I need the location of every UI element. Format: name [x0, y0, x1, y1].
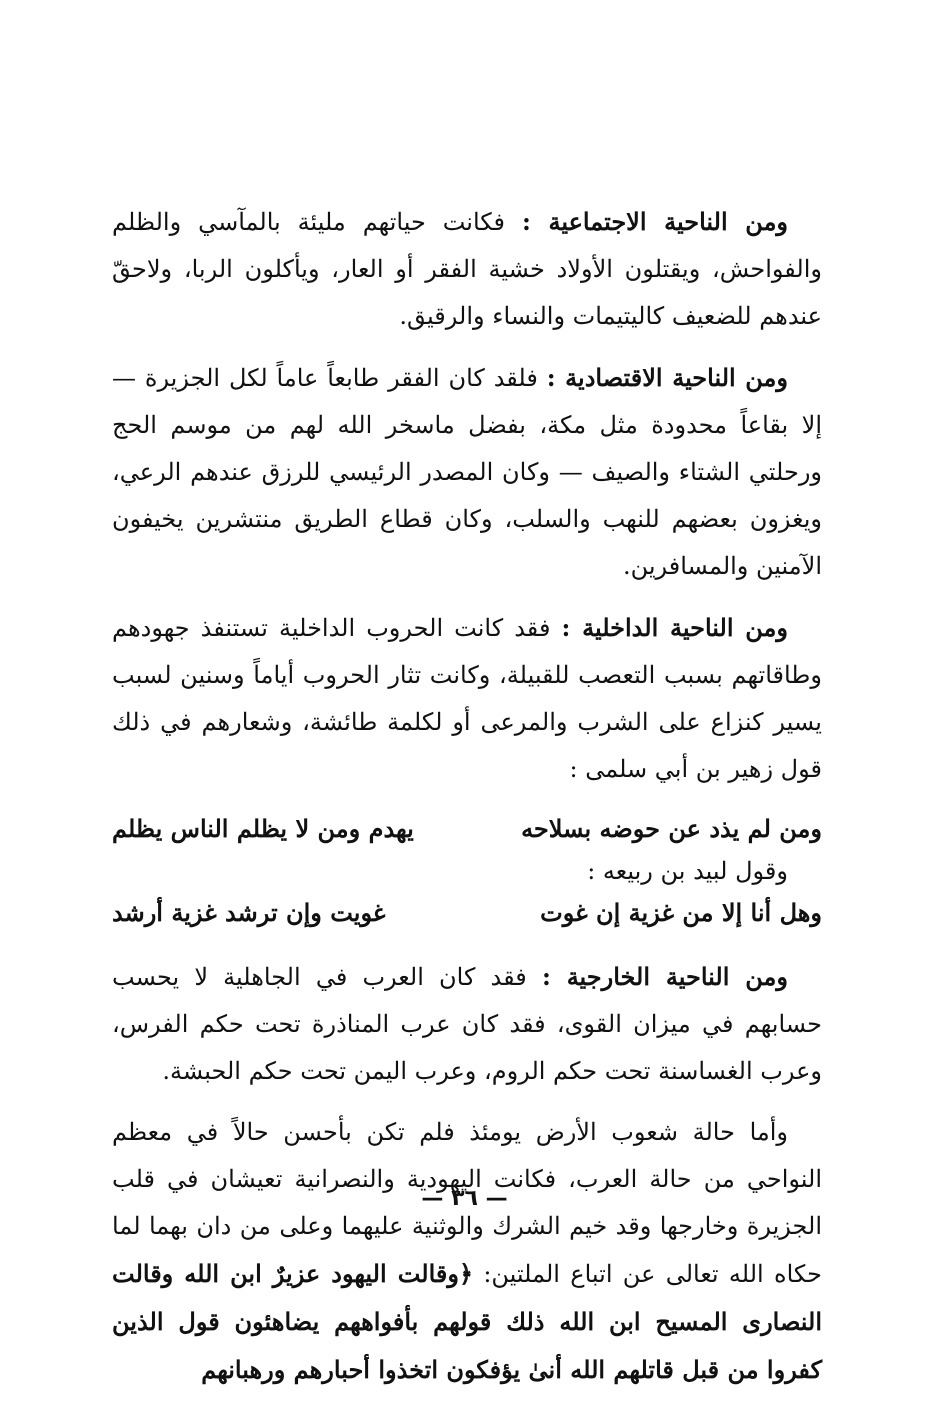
peoples-paragraph — [112, 1109, 822, 1394]
external-heading: ومن الناحية الخارجية : — [541, 962, 788, 991]
verse-labid-intro: وقول لبيد بن ربيعه : — [587, 857, 788, 885]
internal-paragraph — [112, 604, 822, 793]
verse-labid — [112, 891, 822, 935]
verse-labid-first-hemistich: وهل أنا إلا من غزية إن غوت — [540, 898, 822, 927]
external-paragraph — [112, 953, 822, 1095]
economic-text: فلقد كان الفقر طابعاً عاماً لكل الجزيرة — إلا بقاعاً محدودة مثل مكة، بفضل ماسخر الله لهم من موسم الحج ورحلتي الشتاء والصيف — وكان المصدر الرئيسي للرزق عندهم الرعي، ويغزون بعضهم للنهب والسلب، وكان قطاع الطريق منتشرين يخيفون الآمنين والمسافرين. — [112, 364, 822, 580]
external-text: فقد كان العرب في الجاهلية لا يحسب حسابهم في ميزان القوى، فقد كان عرب المناذرة تحت حكم الفرس، وعرب الغساسنة تحت حكم الروم، وعرب اليمن تحت حكم الحبشة. — [112, 963, 822, 1085]
page-body — [112, 198, 822, 1408]
verse-zuhair-first-hemistich: ومن لم يذد عن حوضه بسلاحه — [521, 814, 822, 843]
verse-labid-second-hemistich: غويت وإن ترشد غزية أرشد — [112, 898, 386, 927]
economic-paragraph — [112, 354, 822, 590]
social-text: فكانت حياتهم مليئة بالمآسي والظلم والفواحش، ويقتلون الأولاد خشية الفقر أو العار، ويأكلون الربا، ولاحقّ عندهم للضعيف كاليتيمات والنساء والرقيق. — [112, 208, 822, 330]
internal-text: فقد كانت الحروب الداخلية تستنفذ جهودهم وطاقاتهم بسبب التعصب للقبيلة، وكانت تثار الحروب أياماً وسنين لسبب يسير كنزاع على الشرب والمرعى أو لكلمة طائشة، وشعارهم في ذلك قول زهير بن أبي سلمى : — [112, 614, 822, 783]
social-paragraph — [112, 198, 822, 340]
quran-quote: ﴿وقالت اليهود عزيرٌ ابن الله وقالت النصارى المسيح ابن الله ذلك قولهم بأفواههم يضاهئون قول الذين كفروا من قبل قاتلهم الله أنىٰ يؤفكون اتخذوا أحبارهم ورهبانهم — [112, 1259, 822, 1384]
economic-heading: ومن الناحية الاقتصادية : — [546, 363, 788, 392]
peoples-text: وأما حالة شعوب الأرض يومئذ فلم تكن بأحسن حالاً في معظم النواحي من حالة العرب، فكانت اليهودية والنصرانية تعيشان في قلب الجزيرة وخارجها وقد خيم الشرك والوثنية عليهما وعلى من دان بهما لما حكاه الله تعالى عن اتباع الملتين: — [112, 1118, 822, 1288]
page-number: — ٣٦ — — [421, 1186, 508, 1211]
internal-heading: ومن الناحية الداخلية : — [561, 613, 788, 642]
verse-zuhair-second-hemistich: يهدم ومن لا يظلم الناس يظلم — [112, 814, 414, 843]
social-heading: ومن الناحية الاجتماعية : — [521, 207, 789, 236]
verse-zuhair — [112, 807, 822, 851]
